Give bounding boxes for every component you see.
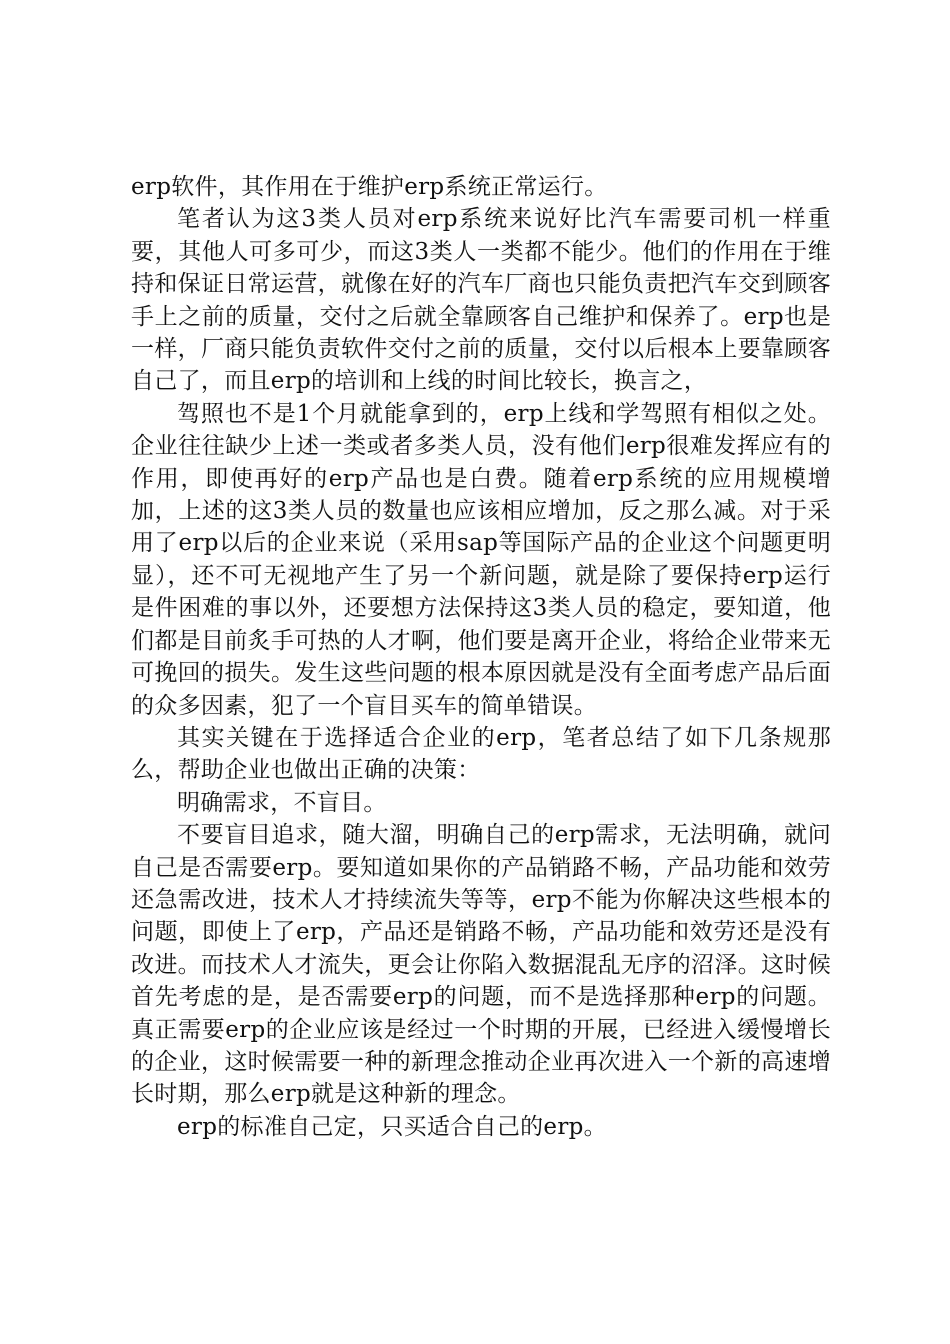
paragraph-4: 其实关键在于选择适合企业的erp，笔者总结了如下几条规那么，帮助企业也做出正确的决策： (131, 724, 831, 784)
paragraph-7-heading: erp的标准自己定，只买适合自己的erp。 (177, 1113, 607, 1140)
paragraph-3: 驾照也不是1个月就能拿到的，erp上线和学驾照有相似之处。企业往往缺少上述一类或者多类人员，没有他们erp很难发挥应有的作用，即使再好的erp产品也是白费。随着erp系统的应用规模增加，上述的这3类人员的数量也应该相应增加，反之那么减。对于采用了erp以后的企业来说（采用sap等国际产品的企业这个问题更明显），还不可无视地产生了另一个新问题，就是除了要保持erp运行是件困难的事以外，还要想方法保持这3类人员的稳定，要知道，他们都是目前炙手可热的人才啊，他们要是离开企业，将给企业带来无可挽回的损失。发生这些问题的根本原因就是没有全面考虑产品后面的众多因素，犯了一个盲目买车的简单错误。 (131, 400, 831, 719)
document-body (131, 171, 831, 1143)
paragraph-1: erp软件，其作用在于维护erp系统正常运行。 (131, 174, 608, 200)
paragraph-5-heading: 明确需求，不盲目。 (177, 789, 387, 816)
paragraph-2: 笔者认为这3类人员对erp系统来说好比汽车需要司机一样重要，其他人可多可少，而这3类人一类都不能少。他们的作用在于维持和保证日常运营，就像在好的汽车厂商也只能负责把汽车交到顾客手上之前的质量，交付之后就全靠顾客自己维护和保养了。erp也是一样，厂商只能负责软件交付之前的质量，交付以后根本上要靠顾客自己了，而且erp的培训和上线的时间比较长，换言之， (131, 206, 831, 395)
paragraph-6: 不要盲目追求，随大溜，明确自己的erp需求，无法明确，就问自己是否需要erp。要知道如果你的产品销路不畅，产品功能和效劳还急需改进，技术人才持续流失等等，erp不能为你解决这些根本的问题，即使上了erp，产品还是销路不畅，产品功能和效劳还是没有改进。而技术人才流失，更会让你陷入数据混乱无序的沼泽。这时候首先考虑的是，是否需要erp的问题，而不是选择那种erp的问题。真正需要erp的企业应该是经过一个时期的开展，已经进入缓慢增长的企业，这时候需要一种的新理念推动企业再次进入一个新的高速增长时期，那么erp就是这种新的理念。 (131, 822, 831, 1108)
